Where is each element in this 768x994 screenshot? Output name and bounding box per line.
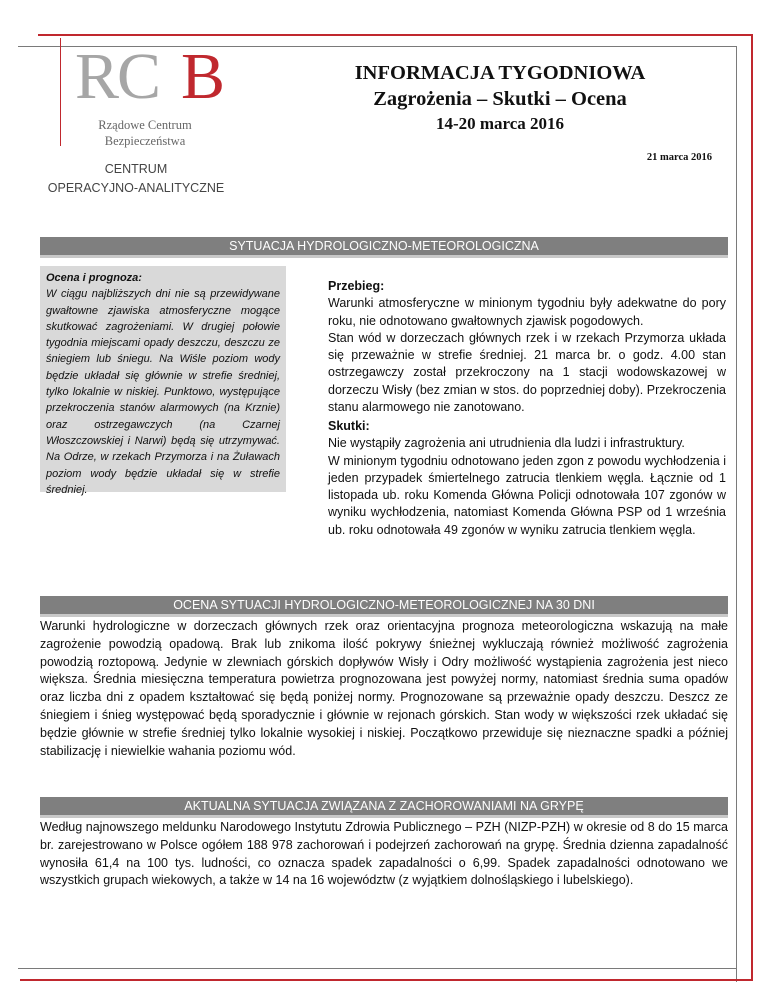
logo-letter-red: B [181,40,226,113]
effects-paragraph-1: Nie wystąpiły zagrożenia ani utrudnienia dla ludzi i infrastruktury. [328,436,685,451]
section-hydro-title: SYTUACJA HYDROLOGICZNO-METEOROLOGICZNA [40,237,728,255]
course-paragraph-1: Warunki atmosferyczne w minionym tygodniu były adekwatne do pory roku, nie odnotowano gwałtownych zjawisk pogodowych. [328,296,726,328]
section-hydro-underline [40,255,728,258]
center-name-line2: OPERACYJNO-ANALITYCZNE [47,181,225,195]
forecast-label: Ocena i prognoza: [46,272,142,284]
document-header [300,60,700,136]
section-flu-underline [40,815,728,818]
rcb-logo [60,38,226,148]
section-flu-title: AKTUALNA SYTUACJA ZWIĄZANA Z ZACHOROWANIAMI NA GRYPĘ [40,797,728,815]
frame-red-right [751,34,753,980]
section-30day-title: OCENA SYTUACJI HYDROLOGICZNO-METEOROLOGICZNEJ NA 30 DNI [40,596,728,614]
section-30day-text: Warunki hydrologiczne w dorzeczach głównych rzek oraz orientacyjna prognoza meteorologiczna wskazują na małe zagrożenie powodzią opadową. Brak lub znikoma ilość pokrywy śnieżnej wykluczają również możliwość zagrożenia powodzią roztopową. Jedynie w zlewniach górskich dopływów Wisły i Odry możliwość wystąpienia zagrożenia jest nieco większa. Średnia miesięczna temperatura powietrza prognozowana jest powyżej normy, natomiast średnia suma opadów oraz liczba dni z opadem kształtować się będą poniżej normy. Prognozowane są przeważnie opady deszczu. Deszcz ze śniegiem i śnieg występować będą sporadycznie i głównie w rejonach górskich. Stan wody w większości rzek układać się będzie głównie w strefie średniej tylko lokalnie wysokiej i niskiej. Początkowo przewiduje się nieznaczne spadki a później stabilizację i niewielkie wahania poziomu wód. [40,619,728,758]
document-subtitle: Zagrożenia – Skutki – Ocena [373,88,627,110]
effects-block [328,418,726,539]
center-name [40,160,232,198]
course-label: Przebieg: [328,279,385,293]
effects-label: Skutki: [328,419,370,433]
center-name-line1: CENTRUM [104,162,168,176]
course-block [328,278,726,416]
forecast-box [40,266,286,496]
logo-letters-gray: RC [75,40,160,113]
effects-paragraph-2: W minionym tygodniu odnotowano jeden zgon z powodu wychłodzenia i jeden przypadek śmiertelnego zatrucia tlenkiem węgla. Łącznie od 1 listopada ub. roku Komenda Główna Policji odnotowała 107 zgonów w wyniku wychłodzenia, natomiast Komenda Główna PSP od 1 września ub. roku odnotowała 49 zgonów w wyniku zatrucia tlenkiem węgla. [328,453,726,537]
section-flu-text: Według najnowszego meldunku Narodowego Instytutu Zdrowia Publicznego – PZH (NIZP-PZH) w okresie od 8 do 15 marca br. zarejestrowano w Polsce ogółem 188 978 zachorowań i podejrzeń zachorowań na grypę. Średnia dzienna zapadalność wynosiła 61,4 na 100 tys. ludności, co oznacza spadek zapadalności o 6,99. Spadek zapadalności odnotowano we wszystkich grupach wiekowych, a także w 14 na 16 województw (z wyjątkiem dolnośląskiego i lubelskiego). [40,820,728,888]
frame-gray-bottom [18,968,736,969]
document-title: INFORMACJA TYGODNIOWA [354,62,646,84]
frame-red-top [38,34,752,36]
course-paragraph-2: Stan wód w dorzeczach głównych rzek i w rzekach Przymorza układa się przeważnie w strefie średniej. 21 marca br. o godz. 4.00 stan ostrzegawczy został przekroczony na 1 stacji wodowskazowej w dorzeczu Wisły (bez zmian w stos. do poprzedniej doby). Przekroczenia stanu alarmowego nie zanotowano. [328,330,726,415]
logo-name-line1: Rządowe Centrum [98,118,192,132]
section-30day-underline [40,614,728,617]
report-period: 14-20 marca 2016 [435,114,565,133]
logo-name-line2: Bezpieczeństwa [104,134,186,148]
forecast-text: W ciągu najbliższych dni nie są przewidywane gwałtowne zjawiska atmosferyczne mogące skutkować zagrożeniami. W drugiej połowie tygodnia miejscami opady deszczu, deszczu ze śniegiem lub śniegu. Na Wiśle poziom wody będzie układał się głównie w strefie średniej, tylko lokalnie w niskiej. Punktowo, występujące przekroczenia stanów alarmowych (na Krznie) oraz ostrzegawczych (na Czarnej Włoszczowskiej i Narwi) będą się utrzymywać. Na Odrze, w rzekach Przymorza i na Żuławach poziom wody będzie układał się w strefie średniej. [46,288,280,496]
report-date: 21 marca 2016 [646,152,712,163]
frame-red-bottom [20,979,753,981]
frame-gray-right [736,46,737,982]
